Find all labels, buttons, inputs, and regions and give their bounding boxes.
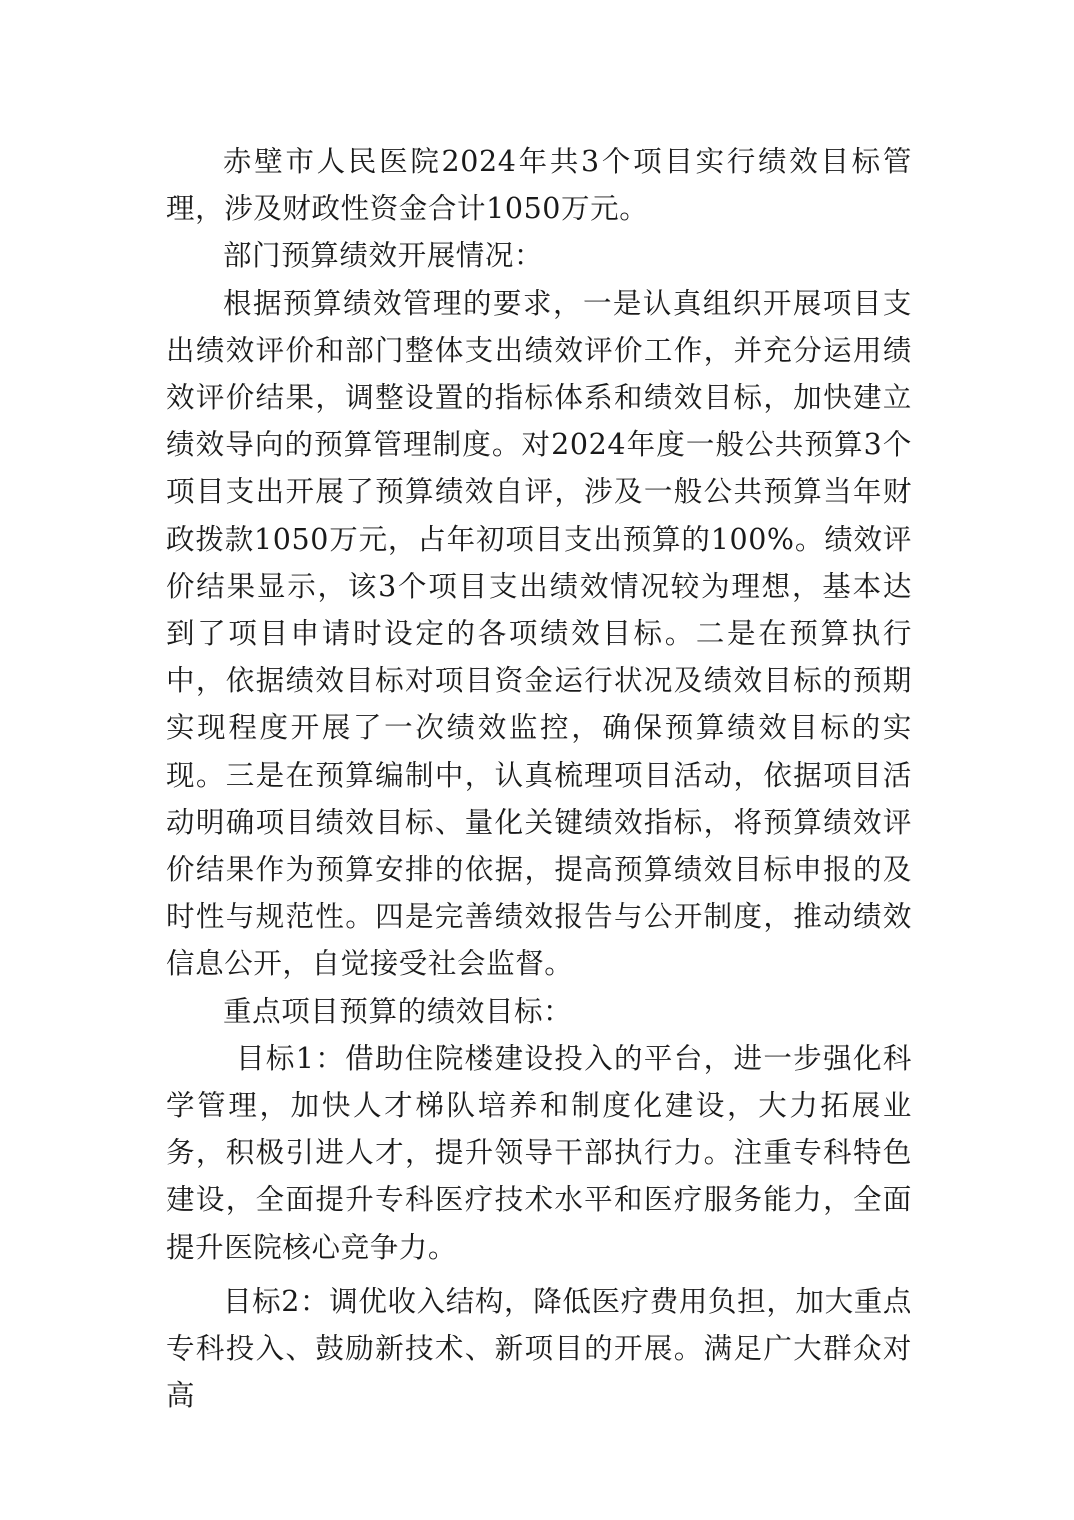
heading-department-budget-performance: 部门预算绩效开展情况： (223, 239, 544, 273)
paragraph-intro: 赤壁市人民医院2024年共3个项目实行绩效目标管理，涉及财政性资金合计1050万元。 (166, 145, 912, 226)
paragraph-goal-1: 目标1：借助住院楼建设投入的平台，进一步强化科学管理，加快人才梯队培养和制度化建设，大力拓展业务，积极引进人才，提升领导干部执行力。注重专科特色建设，全面提升专科医疗技术水平和医疗服务能力，全面提升医院核心竞争力。 (166, 1041, 912, 1264)
paragraph-department-budget-performance: 根据预算绩效管理的要求，一是认真组织开展项目支出绩效评价和部门整体支出绩效评价工作，并充分运用绩效评价结果，调整设置的指标体系和绩效目标，加快建立绩效导向的预算管理制度。对2024年度一般公共预算3个项目支出开展了预算绩效自评，涉及一般公共预算当年财政拨款1050万元，占年初项目支出预算的100%。绩效评价结果显示，该3个项目支出绩效情况较为理想，基本达到了项目申请时设定的各项绩效目标。二是在预算执行中，依据绩效目标对项目资金运行状况及绩效目标的预期实现程度开展了一次绩效监控，确保预算绩效目标的实现。三是在预算编制中，认真梳理项目活动，依据项目活动明确项目绩效目标、量化关键绩效指标，将预算绩效评价结果作为预算安排的依据，提高预算绩效目标申报的及时性与规范性。四是完善绩效报告与公开制度，推动绩效信息公开，自觉接受社会监督。 (166, 286, 912, 981)
document-body (166, 138, 912, 1419)
paragraph-goal-2: 目标2：调优收入结构，降低医疗费用负担，加大重点专科投入、鼓励新技术、新项目的开展。满足广大群众对高 (166, 1284, 912, 1413)
heading-key-project-goals: 重点项目预算的绩效目标： (223, 994, 573, 1028)
